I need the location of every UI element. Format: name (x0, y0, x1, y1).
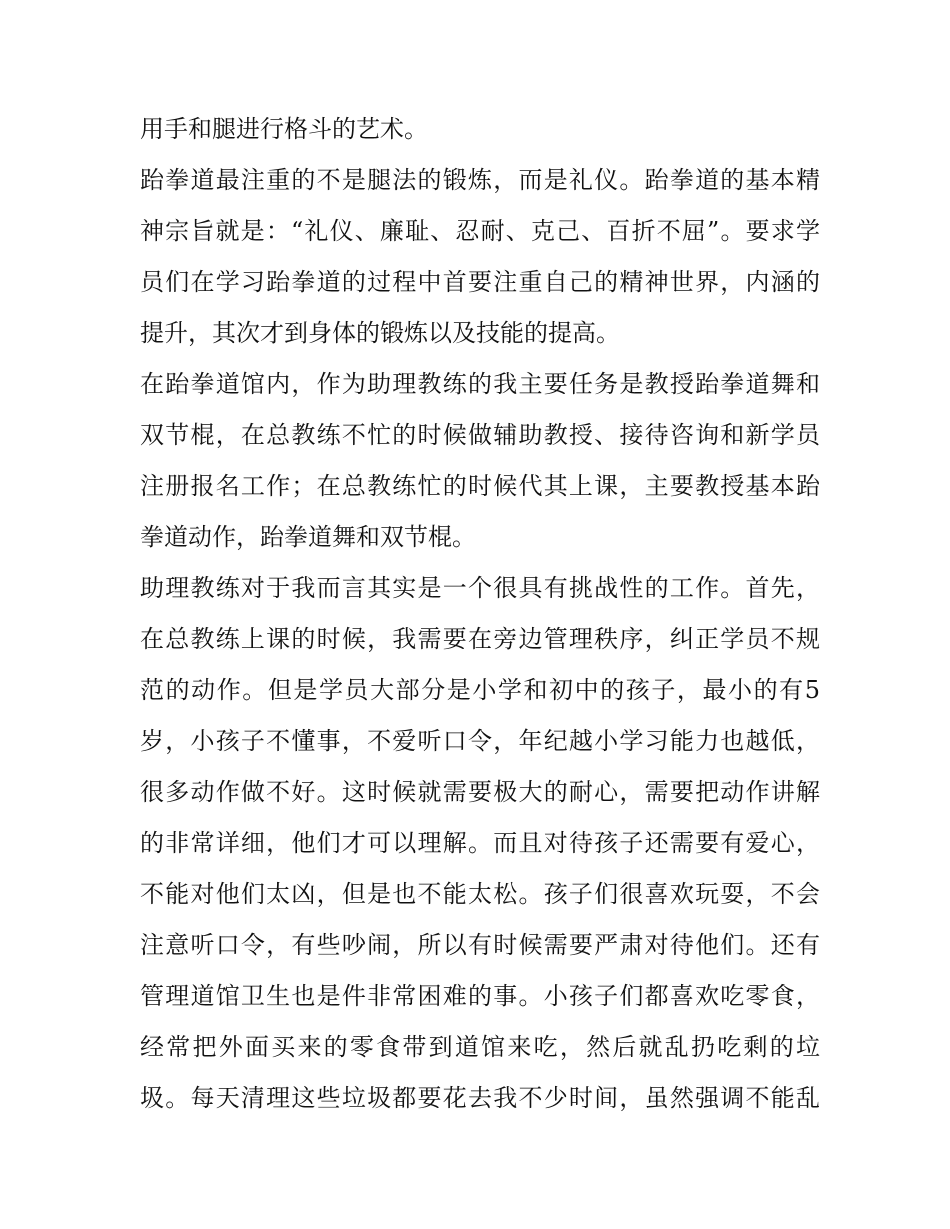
text-line: 助理教练对于我而言其实是一个很具有挑战性的工作。首先， (140, 574, 820, 602)
text-line: 不能对他们太凶，但是也不能太松。孩子们很喜欢玩耍，不会 (140, 880, 820, 908)
text-line: 圾。每天清理这些垃圾都要花去我不少时间，虽然强调不能乱 (140, 1084, 820, 1112)
text-line: 跆拳道最注重的不是腿法的锻炼，而是礼仪。跆拳道的基本精 (140, 166, 820, 194)
text-line: 在跆拳道馆内，作为助理教练的我主要任务是教授跆拳道舞和 (140, 370, 820, 398)
text-line: 注册报名工作；在总教练忙的时候代其上课，主要教授基本跆 (140, 472, 820, 500)
text-line: 注意听口令，有些吵闹，所以有时候需要严肃对待他们。还有 (140, 931, 820, 959)
document-body (140, 104, 820, 1124)
text-line: 岁，小孩子不懂事，不爱听口令，年纪越小学习能力也越低， (140, 727, 820, 755)
text-line: 经常把外面买来的零食带到道馆来吃，然后就乱扔吃剩的垃 (140, 1033, 820, 1061)
text-line: 在总教练上课的时候，我需要在旁边管理秩序，纠正学员不规 (140, 625, 820, 653)
text-line: 范的动作。但是学员大部分是小学和初中的孩子，最小的有5 (140, 676, 820, 704)
text-line: 拳道动作，跆拳道舞和双节棍。 (140, 523, 476, 551)
text-line: 管理道馆卫生也是件非常困难的事。小孩子们都喜欢吃零食， (140, 982, 820, 1010)
text-line: 提升，其次才到身体的锻炼以及技能的提高。 (140, 319, 620, 347)
text-line: 员们在学习跆拳道的过程中首要注重自己的精神世界，内涵的 (140, 268, 820, 296)
text-line: 很多动作做不好。这时候就需要极大的耐心，需要把动作讲解 (140, 778, 820, 806)
text-line: 神宗旨就是：“礼仪、廉耻、忍耐、克己、百折不屈”。要求学 (140, 217, 820, 245)
text-line: 用手和腿进行格斗的艺术。 (140, 115, 428, 143)
text-line: 双节棍，在总教练不忙的时候做辅助教授、接待咨询和新学员 (140, 421, 820, 449)
text-line: 的非常详细，他们才可以理解。而且对待孩子还需要有爱心， (140, 829, 820, 857)
